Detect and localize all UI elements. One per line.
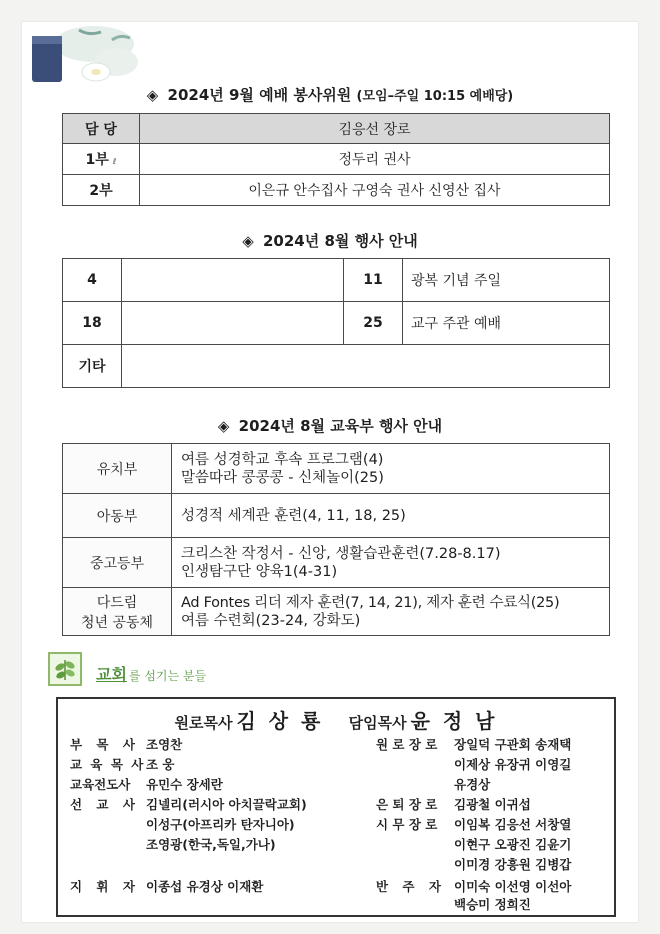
table-row <box>63 588 610 636</box>
serving-header <box>48 652 348 692</box>
staff-names: 김넬리(러시아 아치끌락교회) <box>146 797 307 812</box>
diamond-icon: ◈ <box>146 86 159 104</box>
event-date: 18 <box>63 302 122 345</box>
row-label: 1부 ℓ <box>63 144 140 175</box>
staff-row: 지 휘 자 <box>70 879 140 894</box>
dept-activities: Ad Fontes 리더 제자 훈련(7, 14, 21), 제자 훈련 수료식(25) 여름 수련회(23-24, 강화도) <box>172 588 610 636</box>
staff-names: 이제상 유장귀 이영길 <box>454 757 572 772</box>
diamond-icon: ◈ <box>217 417 230 435</box>
staff-names: 이종섭 유경상 이재환 <box>146 879 264 894</box>
dept-activities: 성경적 세계관 훈련(4, 11, 18, 25) <box>172 494 610 538</box>
row-label: 2부 <box>63 175 140 206</box>
staff-row: 원 로 장 로 <box>376 737 438 752</box>
staff-names: 장일덕 구관회 송재택 <box>454 737 572 752</box>
dept-label: 중고등부 <box>63 538 172 588</box>
diamond-icon: ◈ <box>242 232 254 250</box>
staff-names: 이성구(아프리카 탄자니아) <box>146 817 295 832</box>
other-label: 기타 <box>63 345 122 388</box>
row-value: 이은규 안수집사 구영숙 권사 신영산 집사 <box>140 175 610 206</box>
candle-leaf-decoration <box>24 22 144 92</box>
event-date: 4 <box>63 259 122 302</box>
staff-names: 조영광(한국,독일,가나) <box>146 837 276 852</box>
dept-activities: 여름 성경학교 후속 프로그램(4) 말씀따라 콩콩콩 - 신체놀이(25) <box>172 444 610 494</box>
dept-activities: 크리스찬 작정서 - 신앙, 생활습관훈련(7.28-8.17) 인생탐구단 양육1(4-31) <box>172 538 610 588</box>
staff-names: 이미경 강흥원 김병갑 <box>454 857 572 872</box>
table-row <box>63 259 610 302</box>
staff-names: 이임복 김응선 서창열 <box>454 817 572 832</box>
staff-names: 김광철 이귀섭 <box>454 797 531 812</box>
table-row <box>63 175 610 206</box>
serving-title: 교회 를 섬기는 분들 <box>96 665 207 684</box>
staff-row: 선 교 사 <box>70 797 140 812</box>
event-desc <box>122 302 344 345</box>
head-label: 담 당 <box>63 114 140 144</box>
table-row <box>63 345 610 388</box>
education-table <box>62 443 610 636</box>
staff-names: 이미숙 이선영 이선아 <box>454 879 572 894</box>
staff-row: 교육전도사 <box>70 777 131 792</box>
event-date: 11 <box>344 259 403 302</box>
staff-row: 부 목 사 <box>70 737 140 752</box>
staff-names: 유경상 <box>454 777 491 792</box>
worship-table <box>62 113 610 206</box>
leaf-icon <box>48 652 82 686</box>
worship-title: ◈ 2024년 9월 예배 봉사위원 (모임–주일 10:15 예배당) <box>146 86 514 104</box>
table-row <box>63 144 610 175</box>
dept-label: 다드림 청년 공동체 <box>63 588 172 636</box>
dept-label: 아동부 <box>63 494 172 538</box>
table-row <box>63 302 610 345</box>
event-date: 25 <box>344 302 403 345</box>
staff-row: 교 육 목 사 <box>70 757 146 772</box>
staff-names: 유민수 장세란 <box>146 777 223 792</box>
event-desc: 광복 기념 주일 <box>403 259 610 302</box>
staff-row: 반 주 자 <box>376 879 446 894</box>
pastors-line: 원로목사 김 상 룡 담임목사 윤 정 남 <box>174 709 498 733</box>
events-title: ◈ 2024년 8월 행사 안내 <box>242 232 418 250</box>
events-table <box>62 258 610 388</box>
staff-names: 조 웅 <box>146 757 175 772</box>
staff-box <box>56 697 616 917</box>
staff-names: 조영찬 <box>146 737 183 752</box>
row-value: 정두리 권사 <box>140 144 610 175</box>
staff-names: 백승미 정희진 <box>454 897 531 912</box>
event-desc <box>122 259 344 302</box>
staff-row: 은 퇴 장 로 <box>376 797 438 812</box>
dept-label: 유치부 <box>63 444 172 494</box>
other-value <box>122 345 610 388</box>
table-row <box>63 494 610 538</box>
table-row <box>63 444 610 494</box>
staff-row: 시 무 장 로 <box>376 817 438 832</box>
education-title: ◈ 2024년 8월 교육부 행사 안내 <box>217 417 443 435</box>
table-row <box>63 538 610 588</box>
staff-names: 이현구 오광진 김윤기 <box>454 837 572 852</box>
table-row <box>63 114 610 144</box>
event-desc: 교구 주관 예배 <box>403 302 610 345</box>
head-value: 김응선 장로 <box>140 114 610 144</box>
